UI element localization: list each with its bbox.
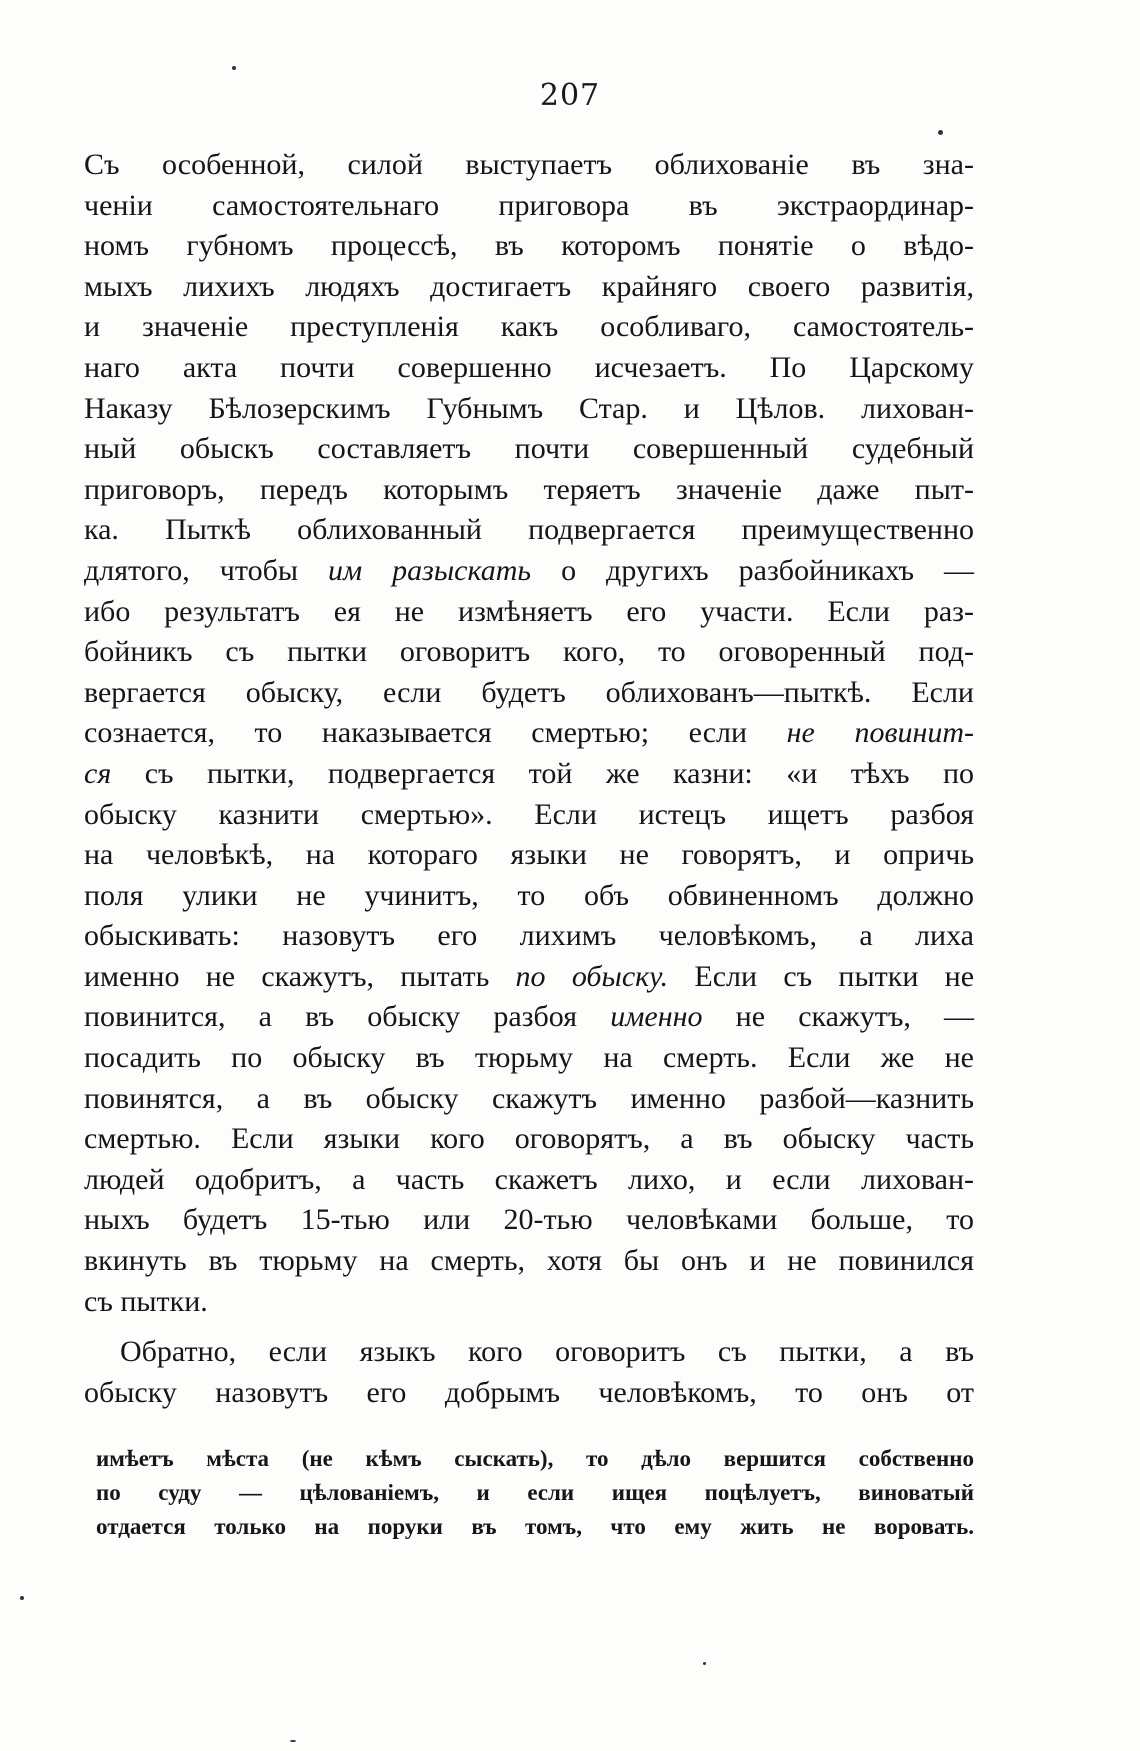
text-line: на человѣкѣ, на котораго языки не говорятъ, и опричь <box>84 838 974 872</box>
text-segment: сознается, то наказывается смертью; если <box>84 716 748 750</box>
text-line: вергается обыску, если будетъ облихованъ—пыткѣ. Если <box>84 675 974 709</box>
text-line: поля улики не учинитъ, то объ обвиненномъ должно <box>84 878 974 912</box>
italic-segment: им <box>328 553 363 587</box>
text-line <box>84 997 974 1038</box>
text-line: приговоръ, передъ которымъ теряетъ значеніе даже пыт- <box>84 472 974 506</box>
text-line: смертью. Если языки кого оговорятъ, а въ обыску часть <box>84 1122 974 1156</box>
text-line: наго акта почти совершенно исчезаетъ. По Царскому <box>84 350 974 384</box>
text-line <box>84 957 974 998</box>
text-line: посадить по обыску въ тюрьму на смерть. Если же не <box>84 1041 974 1075</box>
main-text <box>84 145 974 1413</box>
text-line: Съ особенной, силой выступаетъ облихованіе въ зна- <box>84 148 974 181</box>
scan-speck <box>703 1662 706 1665</box>
text-line: обыскивать: назовутъ его лихимъ человѣкомъ, а лиха <box>84 919 974 953</box>
text-line: ибо результатъ ея не измѣняетъ его участи. Если раз- <box>84 594 974 628</box>
italic-segment: не повинит- <box>786 716 975 750</box>
text-segment: съ пытки, подвергается той же казни: «и тѣхъ по <box>144 756 975 790</box>
text-line: бойникъ съ пытки оговоритъ кого, то оговоренный под- <box>84 635 974 669</box>
scan-speck <box>290 1740 296 1742</box>
footnote <box>96 1442 974 1544</box>
text-line: ный обыскъ составляетъ почти совершенный судебный <box>84 432 974 466</box>
text-segment: Если съ пытки не <box>694 959 975 993</box>
text-line: повинятся, а въ обыску скажутъ именно разбой—казнить <box>84 1081 974 1115</box>
text-line: ченіи самостоятельнаго приговора въ экстраординар- <box>84 188 974 222</box>
text-segment: повинится, а въ обыску разбоя <box>84 1000 578 1034</box>
page-number: 207 <box>539 78 601 113</box>
text-segment: не скажутъ, — <box>735 1000 975 1034</box>
footnote-line: имѣетъ мѣста (не кѣмъ сыскать), то дѣло вершится собственно <box>96 1446 974 1471</box>
italic-segment: именно <box>610 1000 703 1034</box>
italic-segment: по обыску. <box>515 959 669 993</box>
footnote-line: по суду — цѣлованіемъ, и если ищея поцѣлуетъ, виноватый <box>96 1480 974 1505</box>
text-line: и значеніе преступленія какъ особливаго, самостоятель- <box>84 310 974 344</box>
text-line: съ пытки. <box>84 1284 208 1318</box>
italic-segment: ся <box>84 756 112 790</box>
text-line: мыхъ лихихъ людяхъ достигаетъ крайняго своего развитія, <box>84 269 974 303</box>
text-line: обыску казнити смертью». Если истецъ ищетъ разбоя <box>84 797 974 831</box>
text-segment: длятого, чтобы <box>84 553 299 587</box>
text-line: ка. Пыткѣ облихованный подвергается преимущественно <box>84 513 974 547</box>
text-line: обыску назовутъ его добрымъ человѣкомъ, то онъ от <box>84 1375 974 1409</box>
text-segment: именно не скажутъ, пытать <box>84 959 490 993</box>
text-line <box>84 754 974 795</box>
text-line: вкинуть въ тюрьму на смерть, хотя бы онъ и не повинился <box>84 1244 974 1278</box>
text-line: номъ губномъ процессѣ, въ которомъ понятіе о вѣдо- <box>84 229 974 263</box>
scan-speck <box>20 1596 24 1600</box>
text-segment: о другихъ разбойникахъ — <box>561 553 975 587</box>
text-line <box>84 551 974 592</box>
text-line <box>84 713 974 754</box>
text-line: Обратно, если языкъ кого оговоритъ съ пытки, а въ <box>120 1335 974 1369</box>
italic-segment: разыскать <box>392 553 532 587</box>
footnote-line: отдается только на поруки въ томъ, что ему жить не воровать. <box>96 1514 974 1539</box>
scan-speck <box>232 66 236 70</box>
text-line: ныхъ будетъ 15-тью или 20-тью человѣками больше, то <box>84 1203 974 1237</box>
text-line: людей одобритъ, а часть скажетъ лихо, и если лихован- <box>84 1162 974 1196</box>
scan-speck <box>938 130 943 135</box>
text-line: Наказу Бѣлозерскимъ Губнымъ Стар. и Цѣлов. лихован- <box>84 391 974 425</box>
